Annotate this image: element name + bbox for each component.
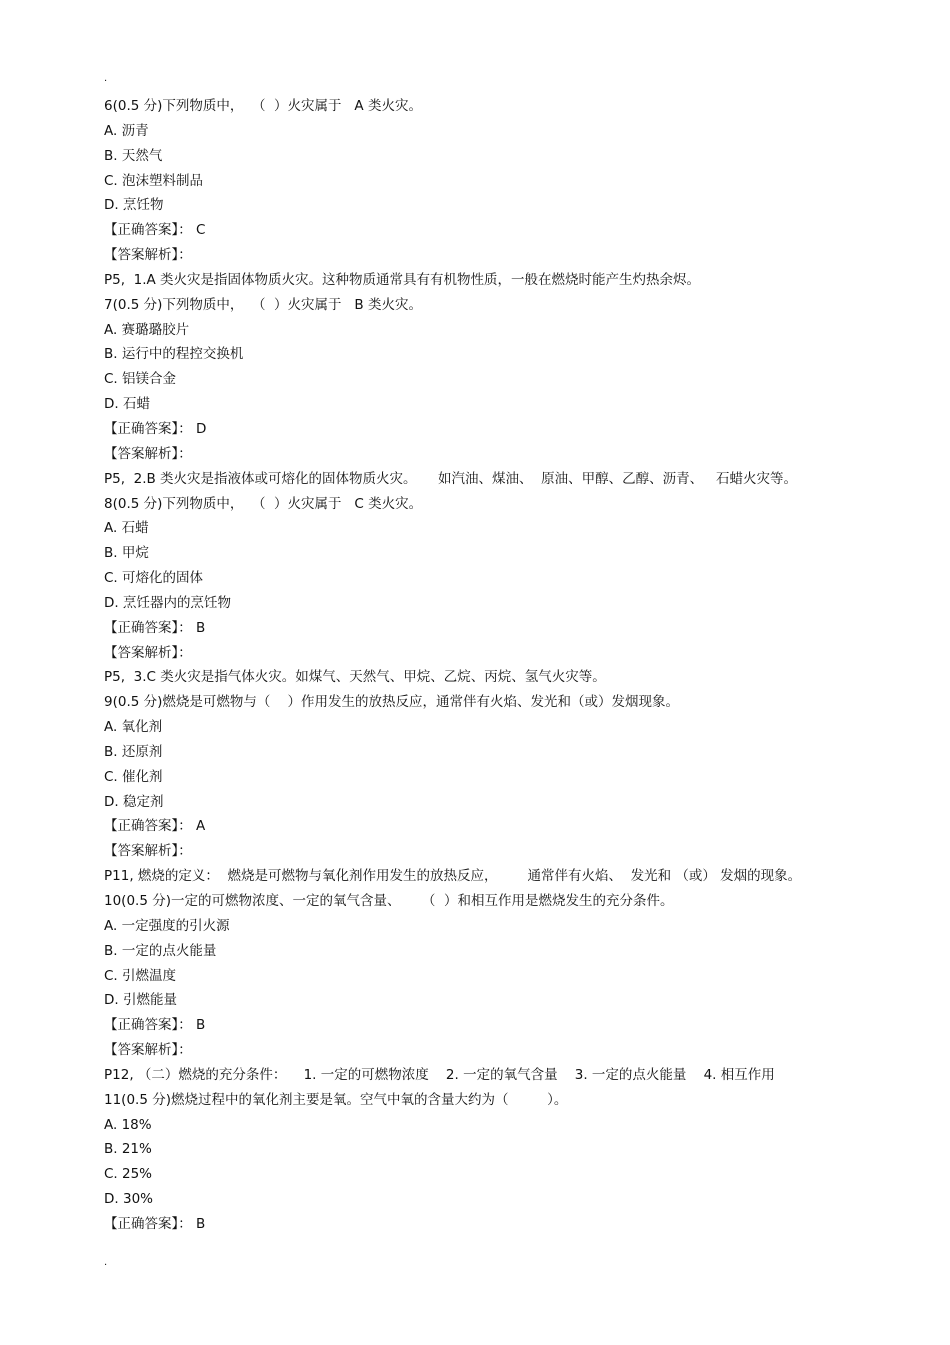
answer-option: A. 18% <box>104 1116 152 1133</box>
correct-answer: 【正确答案】： B <box>104 1215 206 1232</box>
answer-option: C. 泡沫塑料制品 <box>104 172 204 189</box>
answer-option: C. 催化剂 <box>104 768 163 785</box>
answer-option: A. 赛璐璐胶片 <box>104 321 190 338</box>
answer-option: A. 石蜡 <box>104 520 149 537</box>
answer-option: D. 引燃能量 <box>104 992 177 1009</box>
answer-option: B. 天然气 <box>104 147 163 164</box>
answer-option: D. 稳定剂 <box>104 793 164 810</box>
analysis-text: P5, 2.B 类火灾是指液体或可熔化的固体物质火灾。 如汽油、煤油、 原油、甲醇、乙醇、沥青、 石蜡火灾等。 <box>104 470 797 487</box>
page-top-mark: . <box>104 73 108 84</box>
answer-option: C. 铝镁合金 <box>104 371 177 388</box>
answer-option: B. 运行中的程控交换机 <box>104 346 244 363</box>
answer-option: A. 氧化剂 <box>104 719 163 736</box>
analysis-text: P5, 1.A 类火灾是指固体物质火灾。这种物质通常具有有机物性质，一般在燃烧时能产生灼热余烬。 <box>104 271 701 288</box>
analysis-text: P12, （二）燃烧的充分条件： 1. 一定的可燃物浓度 2. 一定的氧气含量 3. 一定的点火能量 4. 相互作用 <box>104 1066 775 1083</box>
answer-option: C. 引燃温度 <box>104 967 177 984</box>
question-stem: 6(0.5 分)下列物质中， （ ）火灾属于 A 类火灾。 <box>104 98 422 114</box>
analysis-label: 【答案解析】： <box>104 1042 192 1059</box>
answer-option: D. 烹饪器内的烹饪物 <box>104 594 231 611</box>
answer-option: B. 一定的点火能量 <box>104 942 217 959</box>
answer-option: D. 烹饪物 <box>104 197 164 214</box>
analysis-text: P5, 3.C 类火灾是指气体火灾。如煤气、天然气、甲烷、乙烷、丙烷、氢气火灾等。 <box>104 669 606 686</box>
correct-answer: 【正确答案】： C <box>104 222 206 239</box>
answer-option: A. 沥青 <box>104 122 149 139</box>
question-list <box>104 94 894 1237</box>
question-stem: 8(0.5 分)下列物质中， （ ）火灾属于 C 类火灾。 <box>104 495 423 512</box>
question-stem: 10(0.5 分)一定的可燃物浓度、一定的氧气含量、 （ ）和相互作用是燃烧发生的充分条件。 <box>104 893 674 909</box>
analysis-text: P11, 燃烧的定义： 燃烧是可燃物与氧化剂作用发生的放热反应， 通常伴有火焰、 发光和 （或） 发烟的现象。 <box>104 868 802 885</box>
answer-option: B. 还原剂 <box>104 743 163 760</box>
question-stem: 11(0.5 分)燃烧过程中的氧化剂主要是氧。空气中氧的含量大约为（ ）。 <box>104 1091 568 1108</box>
analysis-label: 【答案解析】： <box>104 247 192 264</box>
answer-option: C. 可熔化的固体 <box>104 570 204 587</box>
answer-option: B. 甲烷 <box>104 545 149 562</box>
correct-answer: 【正确答案】： A <box>104 818 206 835</box>
analysis-label: 【答案解析】： <box>104 644 192 661</box>
analysis-label: 【答案解析】： <box>104 445 192 462</box>
answer-option: C. 25% <box>104 1166 153 1183</box>
answer-option: D. 30% <box>104 1191 153 1208</box>
correct-answer: 【正确答案】： D <box>104 420 207 437</box>
answer-option: A. 一定强度的引火源 <box>104 917 230 934</box>
correct-answer: 【正确答案】： B <box>104 1017 206 1034</box>
page-bottom-mark: . <box>104 1257 108 1268</box>
answer-option: B. 21% <box>104 1141 152 1158</box>
question-stem: 7(0.5 分)下列物质中， （ ）火灾属于 B 类火灾。 <box>104 296 422 313</box>
analysis-label: 【答案解析】： <box>104 843 192 860</box>
correct-answer: 【正确答案】： B <box>104 619 206 636</box>
answer-option: D. 石蜡 <box>104 396 150 413</box>
question-stem: 9(0.5 分)燃烧是可燃物与（ ）作用发生的放热反应，通常伴有火焰、发光和（或）发烟现象。 <box>104 694 680 711</box>
